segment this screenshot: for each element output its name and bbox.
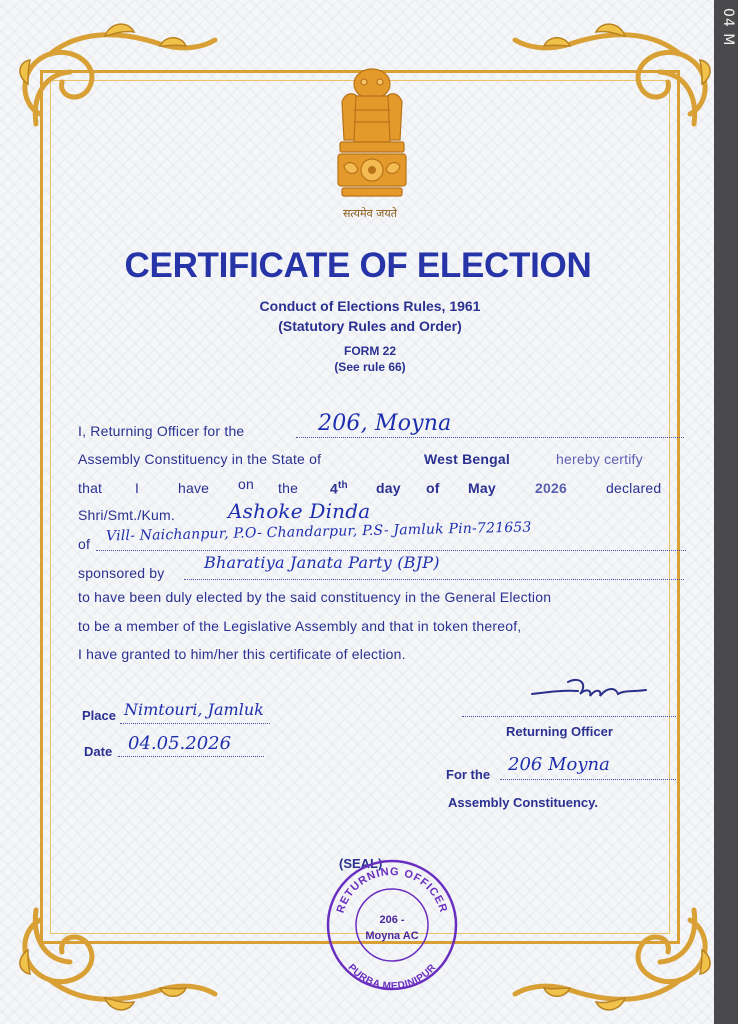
line-legislative-assembly: to be a member of the Legislative Assembly and that in token thereof, bbox=[78, 618, 522, 634]
statutory-subtitle: (Statutory Rules and Order) bbox=[278, 318, 462, 334]
word-the: the bbox=[278, 480, 299, 496]
for-the-label: For the bbox=[446, 767, 491, 782]
seal-ring-top: RETURNING OFFICER bbox=[334, 865, 450, 915]
line-state bbox=[78, 451, 678, 475]
label-shri-smt-kum: Shri/Smt./Kum. bbox=[78, 507, 175, 523]
seal-center-name: Moyna AC bbox=[365, 930, 419, 942]
label-of: of bbox=[78, 536, 91, 552]
svg-text:PURBA MEDINIPUR bbox=[345, 962, 438, 992]
date-handwritten: 04.05.2026 bbox=[128, 733, 232, 754]
label-sponsored-by: sponsored by bbox=[78, 565, 165, 581]
seal-ring-bottom: PURBA MEDINIPUR bbox=[345, 962, 439, 993]
line-duly-elected: to have been duly elected by the said constituency in the General Election bbox=[78, 589, 552, 605]
label-assembly-state: Assembly Constituency in the State of bbox=[78, 451, 322, 467]
place-handwritten: Nimtouri, Jamluk bbox=[124, 700, 264, 719]
emblem-motto: सत्यमेव जयते bbox=[342, 207, 397, 220]
word-of: of bbox=[426, 480, 440, 496]
form-number: FORM 22 bbox=[343, 344, 396, 358]
corner-ornament-top-right bbox=[500, 14, 716, 139]
signature-line bbox=[462, 716, 676, 717]
candidate-name-handwritten: Ashoke Dinda bbox=[228, 499, 371, 523]
svg-text:RETURNING OFFICER bbox=[335, 866, 450, 915]
certificate-title: CERTIFICATE OF ELECTION bbox=[124, 246, 592, 285]
word-i: I bbox=[135, 480, 140, 496]
label-hereby-certify: hereby certify bbox=[556, 451, 643, 467]
seal-label: (SEAL) bbox=[339, 856, 383, 871]
place-label: Place bbox=[82, 708, 116, 723]
declared-day: 4th bbox=[330, 480, 348, 497]
declared-year: 2026 bbox=[535, 480, 567, 496]
line-sponsor bbox=[78, 553, 678, 589]
declared-month: May bbox=[468, 480, 496, 496]
place-underline bbox=[120, 723, 270, 724]
returning-officer-label: Returning Officer bbox=[506, 724, 613, 739]
word-day: day bbox=[376, 480, 401, 496]
returning-officer-seal bbox=[322, 855, 462, 995]
corner-ornament-bottom-right bbox=[500, 895, 716, 1020]
word-declared: declared bbox=[606, 480, 662, 496]
line-date bbox=[78, 476, 678, 504]
date-label: Date bbox=[84, 744, 113, 759]
assembly-constituency-label: Assembly Constituency. bbox=[448, 795, 599, 810]
word-on: on bbox=[238, 476, 254, 492]
device-edge bbox=[714, 0, 738, 1024]
word-have: have bbox=[178, 480, 210, 496]
seal-center-number: 206 - bbox=[379, 914, 405, 926]
form-rule: (See rule 66) bbox=[334, 360, 406, 374]
word-that: that bbox=[78, 480, 103, 496]
date-underline bbox=[118, 756, 264, 757]
for-the-underline bbox=[500, 779, 676, 780]
corner-ornament-bottom-left bbox=[10, 895, 230, 1020]
rules-subtitle: Conduct of Elections Rules, 1961 bbox=[259, 298, 481, 314]
address-handwritten: Vill- Naichanpur, P.O- Chandarpur, P.S- Jamluk Pin-721653 bbox=[105, 519, 532, 545]
corner-ornament-top-left bbox=[10, 14, 230, 139]
device-edge-text: 04 M bbox=[720, 8, 736, 47]
constituency-signature-handwritten: 206 Moyna bbox=[508, 754, 610, 775]
line-returning-officer bbox=[78, 411, 678, 447]
signature-icon bbox=[528, 672, 658, 712]
party-handwritten: Bharatiya Janata Party (BJP) bbox=[204, 553, 440, 572]
constituency-handwritten: 206, Moyna bbox=[318, 411, 452, 436]
national-emblem-icon bbox=[324, 62, 420, 207]
label-returning-officer: I, Returning Officer for the bbox=[78, 423, 245, 439]
line-granted: I have granted to him/her this certificate of election. bbox=[78, 646, 406, 662]
state-name: West Bengal bbox=[424, 451, 510, 467]
